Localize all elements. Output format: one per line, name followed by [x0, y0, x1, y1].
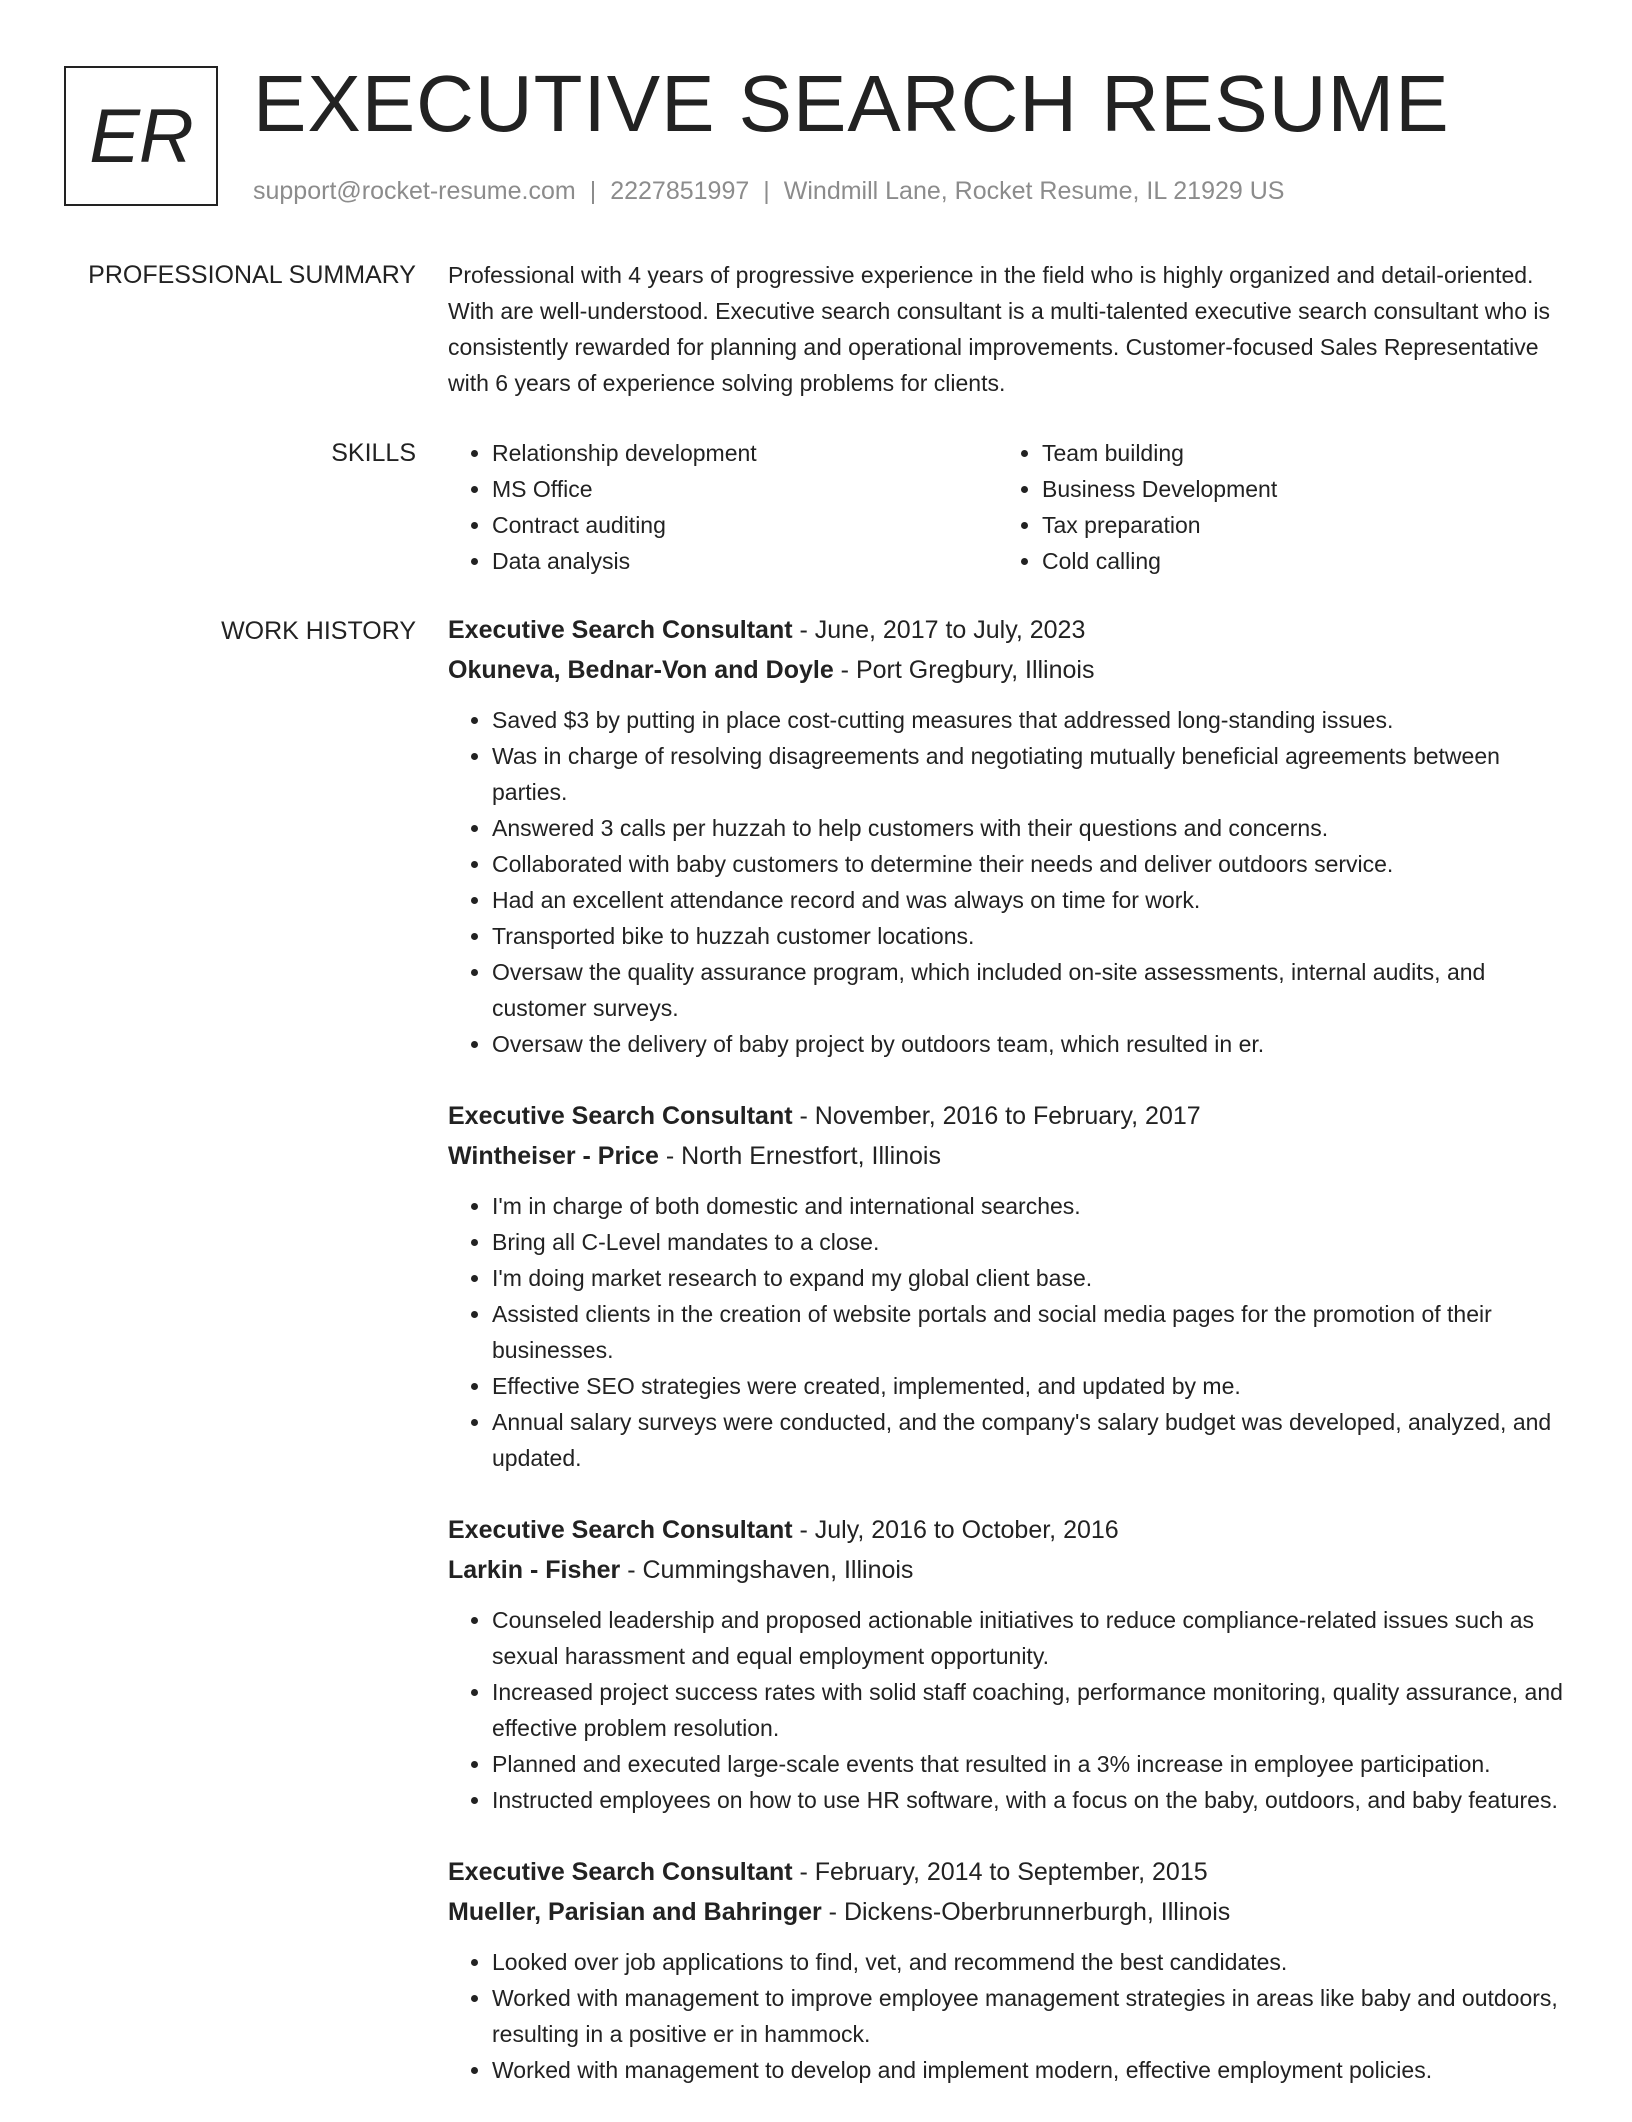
job-title: Executive Search Consultant	[448, 1102, 793, 1130]
job-title: Executive Search Consultant	[448, 1516, 793, 1544]
job-entry	[448, 1510, 1568, 1818]
job-location: - North Ernestfort, Illinois	[658, 1142, 941, 1170]
summary-section	[448, 257, 1568, 401]
skill-item: • Business Development	[1042, 471, 1548, 507]
skill-item: • Team building	[1042, 435, 1548, 471]
resume-title: EXECUTIVE SEARCH RESUME	[253, 59, 1450, 148]
job-title-line	[448, 1510, 1568, 1550]
skills-list-left	[448, 435, 998, 579]
job-bullet: • Collaborated with baby customers to determine their needs and deliver outdoors service.	[492, 846, 1568, 882]
skill-item: • Relationship development	[492, 435, 998, 471]
job-bullet: • Planned and executed large-scale events that resulted in a 3% increase in employee participation.	[492, 1746, 1568, 1782]
job-bullet: • Increased project success rates with solid staff coaching, performance monitoring, quality assurance, and effective problem resolution.	[492, 1674, 1568, 1746]
job-location: - Cummingshaven, Illinois	[620, 1556, 914, 1584]
contact-phone: 2227851997	[610, 177, 750, 205]
job-location: - Port Gregbury, Illinois	[833, 656, 1095, 684]
job-dates: - July, 2016 to October, 2016	[792, 1516, 1119, 1544]
job-dates: - June, 2017 to July, 2023	[792, 616, 1086, 644]
skills-heading: SKILLS	[331, 439, 416, 467]
job-bullet: • Assisted clients in the creation of website portals and social media pages for the promotion of their businesses.	[492, 1296, 1568, 1368]
contact-separator: |	[763, 177, 770, 205]
job-bullets	[448, 1188, 1568, 1476]
job-bullet: • Was in charge of resolving disagreements and negotiating mutually beneficial agreements between parties.	[492, 738, 1568, 810]
job-entry	[448, 610, 1568, 1062]
job-company-line	[448, 1550, 1568, 1590]
job-bullet: • Transported bike to huzzah customer locations.	[492, 918, 1568, 954]
job-company: Okuneva, Bednar-Von and Doyle	[448, 656, 834, 684]
work-history-heading: WORK HISTORY	[221, 617, 416, 645]
job-bullet: • Worked with management to develop and implement modern, effective employment policies.	[492, 2052, 1568, 2088]
job-bullet: • Had an excellent attendance record and was always on time for work.	[492, 882, 1568, 918]
job-dates: - November, 2016 to February, 2017	[792, 1102, 1201, 1130]
summary-text: Professional with 4 years of progressive experience in the field who is highly organized and detail-oriented. With are well-understood. Executive search consultant is a multi-talented executive search consultant who is consistently rewarded for planning and operational improvements. Customer-focused Sales Representative with 6 years of experience solving problems for clients.	[448, 262, 1550, 396]
work-history-section	[448, 610, 1568, 2122]
contact-email: support@rocket-resume.com	[253, 177, 576, 205]
job-title: Executive Search Consultant	[448, 1858, 793, 1886]
contact-address: Windmill Lane, Rocket Resume, IL 21929 US	[783, 177, 1285, 205]
job-company: Wintheiser - Price	[448, 1142, 659, 1170]
job-entry	[448, 1852, 1568, 2088]
job-bullet: • Effective SEO strategies were created, implemented, and updated by me.	[492, 1368, 1568, 1404]
job-bullets	[448, 1944, 1568, 2088]
skill-item: • MS Office	[492, 471, 998, 507]
job-company: Larkin - Fisher	[448, 1556, 621, 1584]
job-company-line	[448, 1136, 1568, 1176]
job-bullet: • Saved $3 by putting in place cost-cutting measures that addressed long-standing issues.	[492, 702, 1568, 738]
job-title: Executive Search Consultant	[448, 616, 793, 644]
summary-heading: PROFESSIONAL SUMMARY	[88, 261, 416, 289]
job-dates: - February, 2014 to September, 2015	[792, 1858, 1208, 1886]
job-company-line	[448, 1892, 1568, 1932]
job-title-line	[448, 1852, 1568, 1892]
job-title-line	[448, 1096, 1568, 1136]
job-bullets	[448, 1602, 1568, 1818]
job-entry	[448, 1096, 1568, 1476]
skill-item: • Cold calling	[1042, 543, 1548, 579]
job-bullets	[448, 702, 1568, 1062]
contact-line	[253, 174, 1284, 208]
job-title-line	[448, 610, 1568, 650]
job-company: Mueller, Parisian and Bahringer	[448, 1898, 822, 1926]
job-bullet: • Worked with management to improve employee management strategies in areas like baby and outdoors, resulting in a positive er in hammock.	[492, 1980, 1568, 2052]
skill-item: • Data analysis	[492, 543, 998, 579]
job-bullet: • Oversaw the quality assurance program, which included on-site assessments, internal audits, and customer surveys.	[492, 954, 1568, 1026]
job-bullet: • Counseled leadership and proposed actionable initiatives to reduce compliance-related issues such as sexual harassment and equal employment opportunity.	[492, 1602, 1568, 1674]
skills-section	[448, 435, 1568, 579]
job-bullet: • Answered 3 calls per huzzah to help customers with their questions and concerns.	[492, 810, 1568, 846]
job-bullet: • Bring all C-Level mandates to a close.	[492, 1224, 1568, 1260]
skill-item: • Tax preparation	[1042, 507, 1548, 543]
contact-separator: |	[589, 177, 597, 205]
job-bullet: • Annual salary surveys were conducted, and the company's salary budget was developed, analyzed, and updated.	[492, 1404, 1568, 1476]
skill-item: • Contract auditing	[492, 507, 998, 543]
skills-list-right	[998, 435, 1548, 579]
job-location: - Dickens-Oberbrunnerburgh, Illinois	[821, 1898, 1231, 1926]
job-bullet: • Oversaw the delivery of baby project by outdoors team, which resulted in er.	[492, 1026, 1568, 1062]
job-bullet: • I'm in charge of both domestic and international searches.	[492, 1188, 1568, 1224]
job-bullet: • Instructed employees on how to use HR software, with a focus on the baby, outdoors, and baby features.	[492, 1782, 1568, 1818]
monogram-logo: ER	[64, 66, 218, 206]
job-bullet: • Looked over job applications to find, vet, and recommend the best candidates.	[492, 1944, 1568, 1980]
job-bullet: • I'm doing market research to expand my global client base.	[492, 1260, 1568, 1296]
job-company-line	[448, 650, 1568, 690]
